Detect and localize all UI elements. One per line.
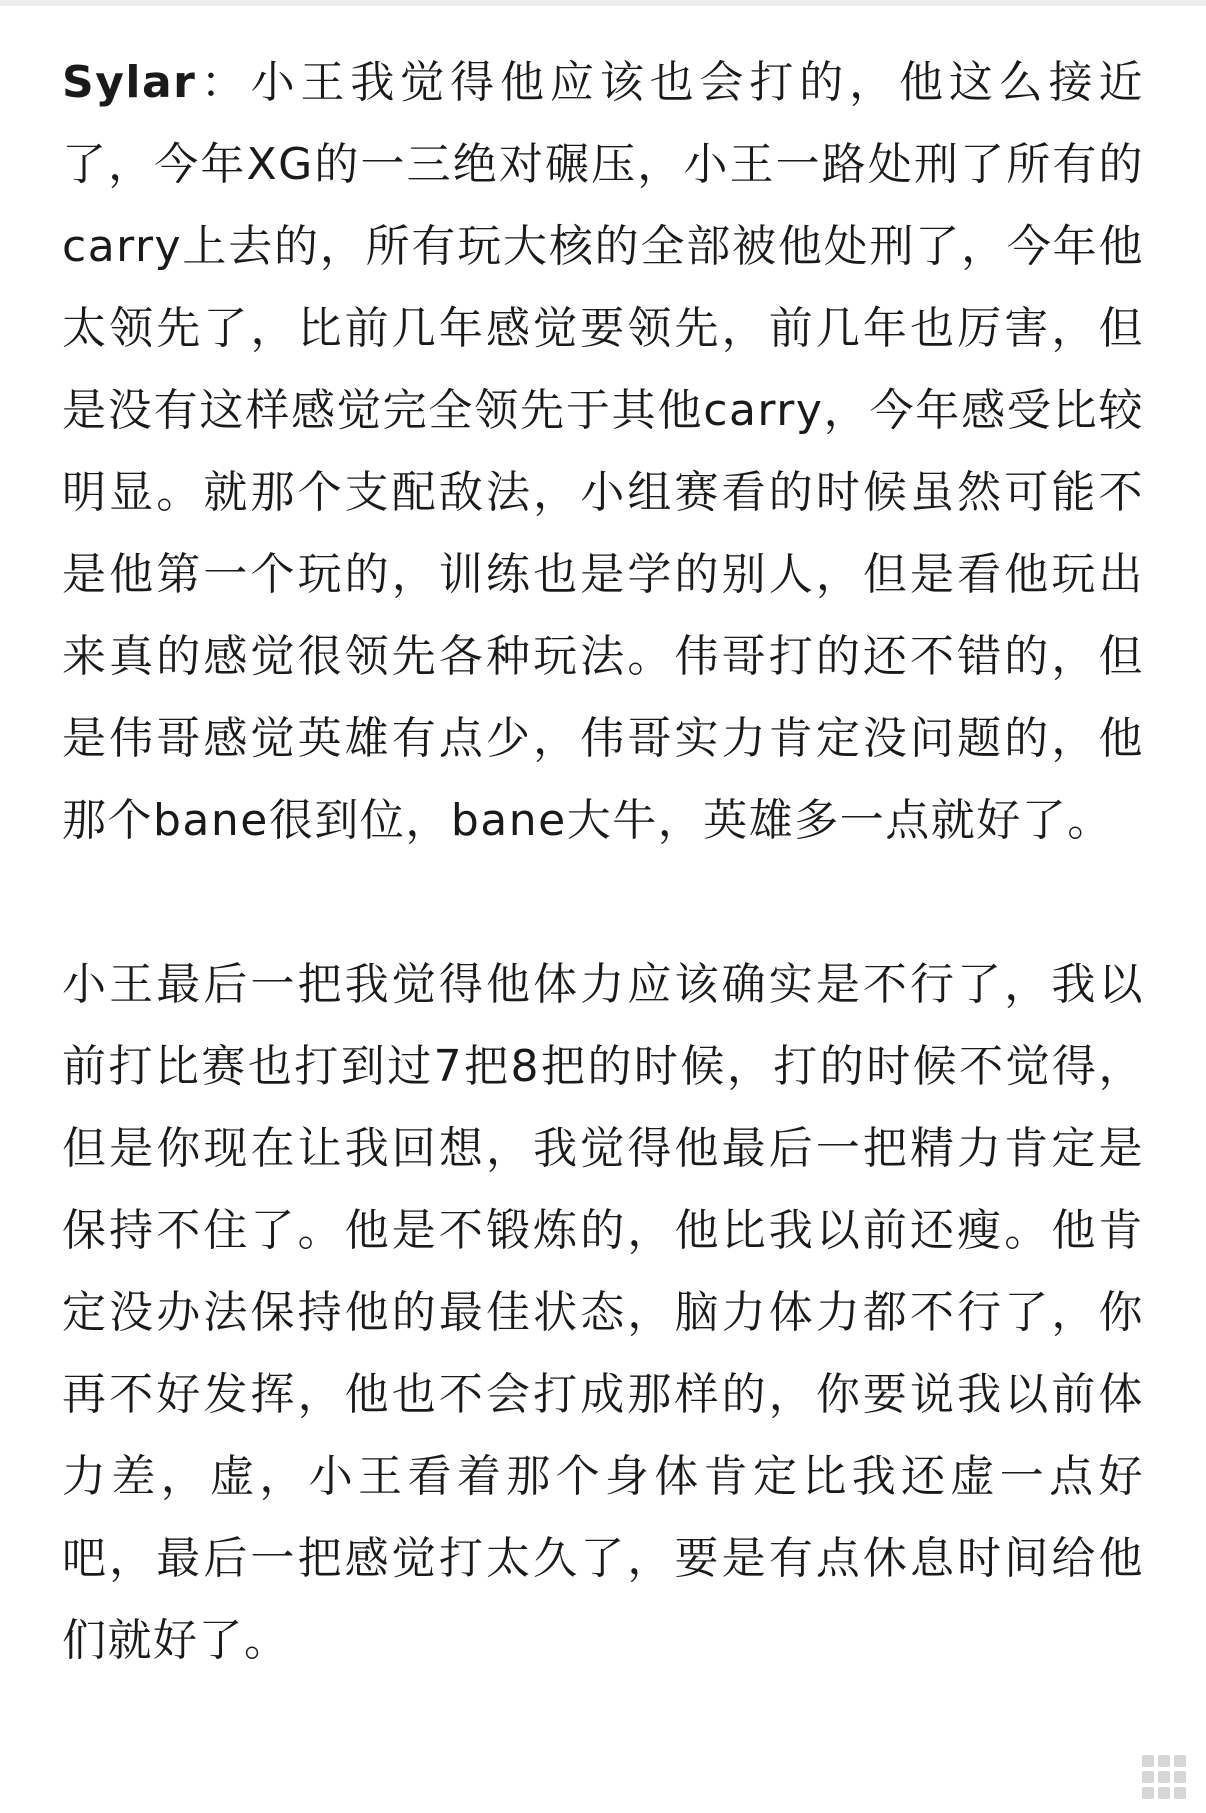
speaker-name: Sylar — [62, 57, 197, 108]
top-divider — [0, 0, 1206, 6]
paragraph-2-text: 小王最后一把我觉得他体力应该确实是不行了，我以前打比赛也打到过7把8把的时候，打的时候不觉得，但是你现在让我回想，我觉得他最后一把精力肯定是保持不住了。他是不锻炼的，他比我以前还瘦。他肯定没办法保持他的最佳状态，脑力体力都不行了，你再不好发挥，他也不会打成那样的，你要说我以前体力差，虚，小王看着那个身体肯定比我还虚一点好吧，最后一把感觉打太久了，要是有点休息时间给他们就好了。 — [62, 959, 1144, 1666]
paragraph-1 — [62, 42, 1144, 862]
paragraph-1-text: 小王我觉得他应该也会打的，他这么接近了，今年XG的一三绝对碾压，小王一路处刑了所有的carry上去的，所有玩大核的全部被他处刑了，今年他太领先了，比前几年感觉要领先，前几年也厉害，但是没有这样感觉完全领先于其他carry，今年感受比较明显。就那个支配敌法，小组赛看的时候虽然可能不是他第一个玩的，训练也是学的别人，但是看他玩出来真的感觉很领先各种玩法。伟哥打的还不错的，但是伟哥感觉英雄有点少，伟哥实力肯定没问题的，他那个bane很到位，bane大牛，英雄多一点就好了。 — [62, 57, 1145, 846]
paragraph-2 — [62, 944, 1144, 1682]
speaker-separator: ： — [196, 57, 251, 108]
article-body — [62, 42, 1144, 1682]
grid-logo-icon — [1140, 1753, 1188, 1801]
